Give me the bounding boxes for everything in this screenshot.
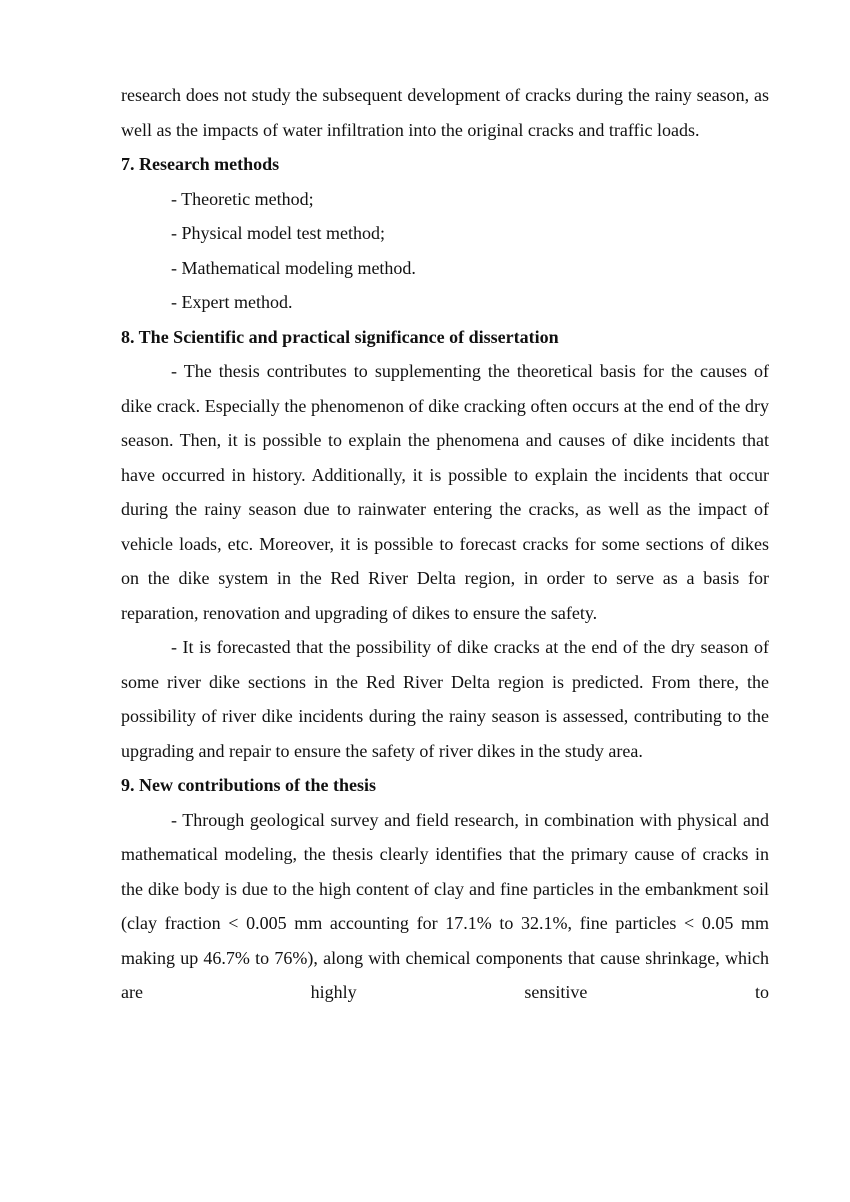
significance-paragraph-2: - It is forecasted that the possibility of dike cracks at the end of the dry season of some river dike sections in the Red River Delta region is predicted. From there, the possibility of river dike incidents during the rainy season is assessed, contributing to the upgrading and repair to ensure the safety of river dikes in the study area. bbox=[121, 637, 769, 761]
section-8-heading: 8. The Scientific and practical significance of dissertation bbox=[121, 326, 559, 347]
contributions-paragraph-1: - Through geological survey and field research, in combination with physical and mathematical modeling, the thesis clearly identifies that the primary cause of cracks in the dike body is due to the high content of clay and fine particles in the embankment soil (clay fraction < 0.005 mm accounting for 17.1% to 32.1%, fine particles < 0.05 mm making up 46.7% to 76%), along with chemical components that cause shrinkage, which are highly sensitive to bbox=[121, 809, 769, 1002]
intro-paragraph: research does not study the subsequent development of cracks during the rainy season, as well as the impacts of water infiltration into the original cracks and traffic loads. bbox=[121, 85, 769, 140]
list-item: - Theoretic method; bbox=[171, 188, 314, 209]
list-item: - Expert method. bbox=[171, 292, 293, 312]
section-7-heading: 7. Research methods bbox=[121, 154, 280, 174]
significance-paragraph-1: - The thesis contributes to supplementing the theoretical basis for the causes of dike crack. Especially the phenomenon of dike cracking often occurs at the end of the dry season. Then, it is possible to explain the phenomena and causes of dike incidents that have occurred in history. Additionally, it is possible to explain the incidents that occur during the rainy season due to rainwater entering the cracks, as well as the impact of vehicle loads, etc. Moreover, it is possible to forecast cracks for some sections of dikes on the dike system in the Red River Delta region, in order to serve as a basis for reparation, renovation and upgrading of dikes to ensure the safety. bbox=[121, 361, 769, 623]
list-item: - Mathematical modeling method. bbox=[171, 257, 416, 278]
document-page bbox=[121, 78, 769, 1010]
research-methods-list bbox=[121, 182, 769, 320]
list-item: - Physical model test method; bbox=[171, 223, 385, 243]
section-9-heading: 9. New contributions of the thesis bbox=[121, 775, 376, 795]
